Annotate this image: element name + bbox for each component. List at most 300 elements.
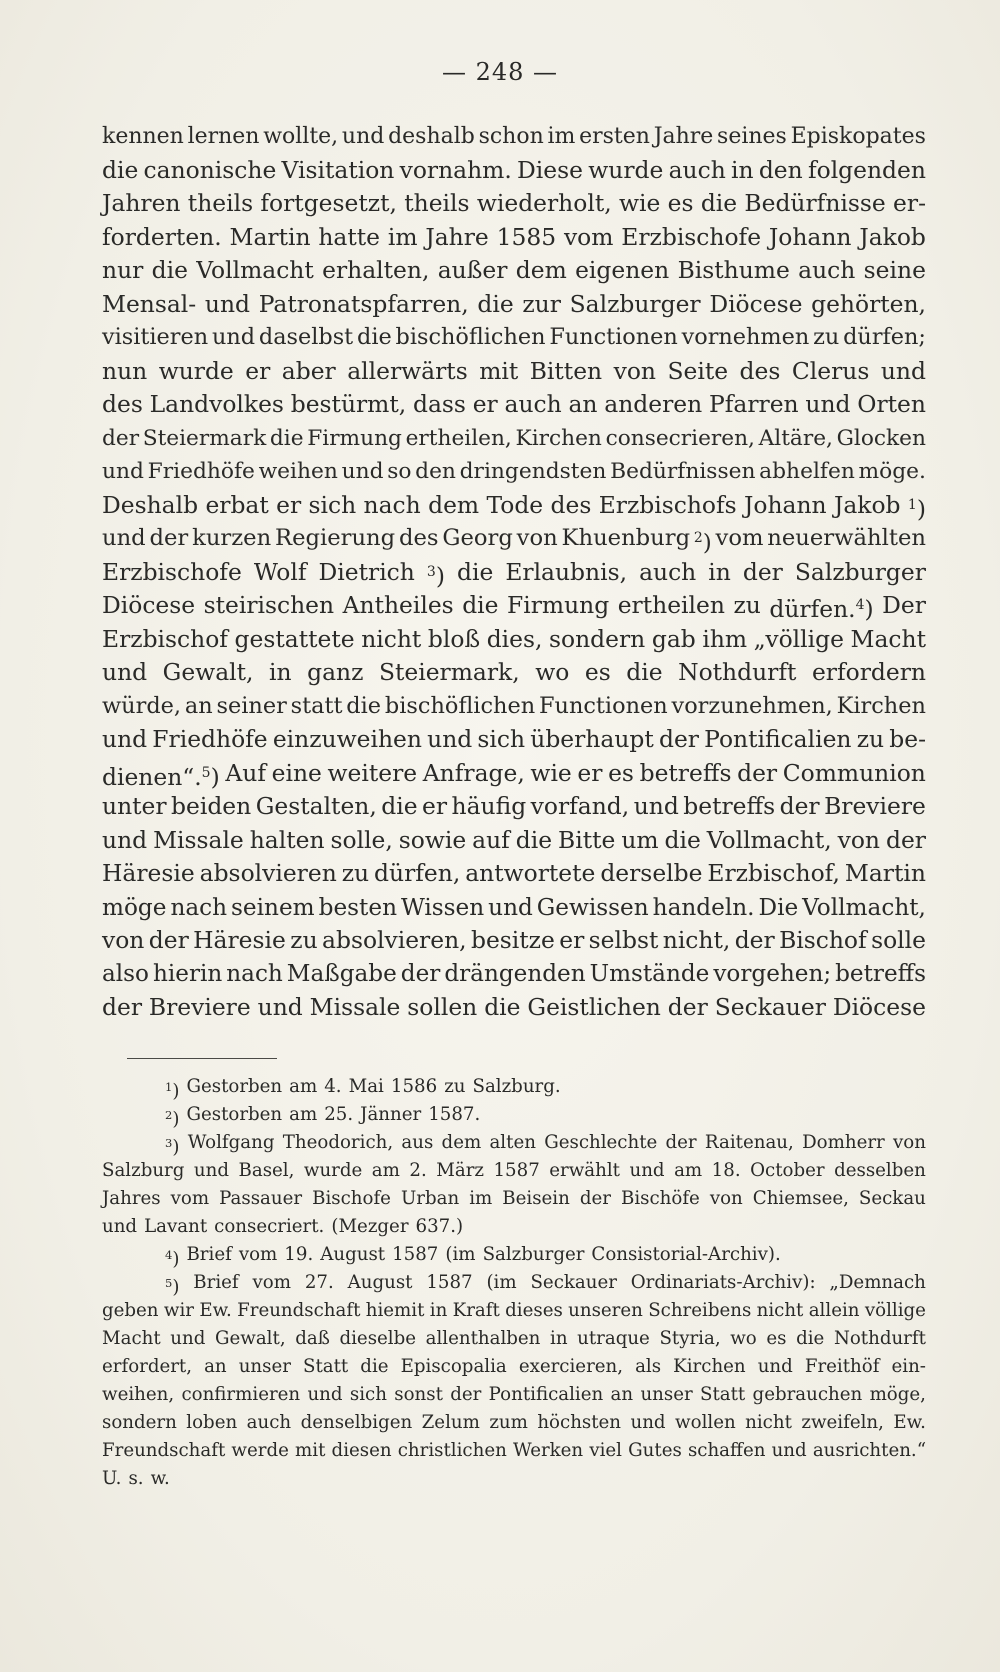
word: so xyxy=(387,459,412,484)
word: in xyxy=(708,557,731,586)
word: Raitenau, xyxy=(704,1132,794,1153)
word: Johann xyxy=(744,490,827,519)
word: die xyxy=(664,825,701,854)
word: auch xyxy=(504,390,562,418)
word: unser xyxy=(640,1384,693,1405)
word: von xyxy=(893,1132,926,1153)
word: Schreibens xyxy=(648,1300,752,1321)
word: weitere xyxy=(327,758,418,787)
word: gestattete xyxy=(234,624,355,653)
word: visitieren xyxy=(102,324,209,350)
word: bischöflichen xyxy=(395,324,546,350)
word: Freundschaft xyxy=(237,1300,361,1321)
word: gab xyxy=(651,624,696,653)
word: der xyxy=(102,425,140,451)
word: auch xyxy=(668,155,726,184)
word: in xyxy=(269,658,292,686)
word: loben xyxy=(186,1412,238,1433)
word: vorzunehmen, xyxy=(671,692,833,719)
word: und xyxy=(805,390,851,418)
word: er- xyxy=(893,189,926,217)
word: October xyxy=(750,1160,825,1181)
word: die xyxy=(151,256,188,284)
word: Diöcese xyxy=(102,591,196,619)
word: Clerus xyxy=(791,356,870,385)
word: deshalb xyxy=(388,124,475,149)
footnote-line xyxy=(102,1269,926,1297)
word: Seckau xyxy=(858,1188,926,1209)
word: hatte xyxy=(318,222,381,251)
word: Wissen xyxy=(400,893,485,921)
word: dem xyxy=(441,1132,482,1153)
word: 1587 xyxy=(426,1272,473,1293)
word: kennen xyxy=(102,124,184,149)
word: Erzbischofs xyxy=(598,490,737,519)
word: hiemit xyxy=(365,1300,425,1321)
word: Macht xyxy=(850,624,926,653)
word: und xyxy=(102,1216,138,1237)
word: lernen xyxy=(187,124,260,149)
word: Bedürfnissen xyxy=(610,459,756,484)
text-line xyxy=(102,455,926,489)
word: und xyxy=(629,1160,665,1181)
word: des xyxy=(550,490,592,519)
word: canonische xyxy=(143,155,277,184)
word: drängenden xyxy=(444,960,586,987)
word: Kirchen xyxy=(836,692,926,719)
word: Auf xyxy=(225,758,266,787)
text-line xyxy=(102,723,926,757)
main-text xyxy=(102,120,926,1025)
footnote-line xyxy=(102,1101,926,1129)
word: der xyxy=(148,926,189,954)
footnote-line xyxy=(102,1073,926,1101)
word: zu xyxy=(290,926,318,954)
text-line xyxy=(102,891,926,925)
word: Jakob xyxy=(859,222,926,251)
word: und xyxy=(427,725,473,753)
word: absolvieren, xyxy=(322,926,467,954)
word: Erzbischofe xyxy=(102,557,242,586)
word: die xyxy=(700,189,738,217)
word: sich xyxy=(308,490,357,519)
word: 637.) xyxy=(415,1216,464,1237)
word: der xyxy=(734,926,775,954)
word: Vollmacht, xyxy=(706,825,832,854)
word: und xyxy=(633,792,679,820)
word: schon xyxy=(478,124,544,149)
word: würde, xyxy=(102,692,182,719)
word: den xyxy=(758,155,803,184)
word: betreffs xyxy=(835,960,926,987)
word: Georg xyxy=(442,525,513,551)
word: 27. xyxy=(304,1272,334,1293)
word: kurzen xyxy=(192,525,272,551)
word: bestürmt, xyxy=(290,390,407,418)
word: allerwärts xyxy=(347,356,468,385)
word: „Demnach xyxy=(829,1272,926,1293)
word: Communion xyxy=(782,758,926,787)
word: er xyxy=(245,356,271,385)
word: consecriert. xyxy=(214,1216,325,1237)
word: Basel, xyxy=(238,1160,295,1181)
word: die xyxy=(796,1328,825,1349)
word: desselben xyxy=(834,1160,926,1181)
word: vornehmen xyxy=(681,324,810,350)
text-line xyxy=(102,924,926,958)
word: Seite xyxy=(667,356,729,385)
word: Salzburger xyxy=(569,289,701,318)
word: Domherr xyxy=(802,1132,885,1153)
footnote-line xyxy=(102,1157,926,1185)
word: beiden xyxy=(171,792,252,820)
word: be- xyxy=(889,725,926,753)
word: ganz xyxy=(307,658,364,686)
text-line xyxy=(102,355,926,389)
word: erfordern xyxy=(811,658,926,686)
word: dass xyxy=(412,390,466,418)
word: vom xyxy=(238,1244,278,1265)
word: und xyxy=(341,459,384,484)
word: Chiemsee, xyxy=(752,1188,849,1209)
word: Regierung xyxy=(275,525,396,551)
word: Mai xyxy=(348,1076,384,1097)
word: und xyxy=(757,1356,793,1377)
word: $^4$) xyxy=(165,1248,180,1270)
word: steirischen xyxy=(203,591,335,619)
footnote-marker: 4 xyxy=(855,597,865,613)
word: Deshalb xyxy=(102,490,199,519)
footnote-line xyxy=(102,1381,926,1409)
word: (im xyxy=(486,1272,517,1293)
word: bloß xyxy=(427,624,481,653)
word: allein xyxy=(808,1300,860,1321)
word: er xyxy=(472,390,498,418)
word: (Mezger xyxy=(331,1216,409,1237)
word: wie xyxy=(618,189,661,217)
word: 1585 xyxy=(496,222,557,251)
word: confirmieren xyxy=(181,1384,301,1405)
word: dienen“.$^5$) xyxy=(102,762,220,791)
word: der xyxy=(779,792,820,820)
word: Häresie xyxy=(102,859,195,887)
word: Statt xyxy=(699,1384,746,1405)
word: nun xyxy=(102,356,148,385)
word: die xyxy=(456,557,494,586)
word: Mensal- xyxy=(102,289,197,318)
word: wir xyxy=(163,1300,194,1321)
word: Der xyxy=(882,591,926,619)
word: Bitte xyxy=(558,825,616,854)
word: Salzburger xyxy=(482,1244,585,1265)
footnote-marker: 3 xyxy=(426,563,436,580)
word: Orten xyxy=(857,390,926,418)
word: solle, xyxy=(330,825,393,854)
word: Lavant xyxy=(144,1216,208,1237)
word: zu xyxy=(733,591,761,619)
word: die xyxy=(477,289,514,318)
word: ausrichten.“ xyxy=(812,1440,926,1461)
word: und xyxy=(771,1440,807,1461)
word: dringendsten xyxy=(459,459,607,484)
word: Erlaubnis, xyxy=(505,557,628,586)
word: und xyxy=(211,324,256,350)
word: absolvieren xyxy=(199,859,337,887)
word: Die xyxy=(758,893,799,921)
word: Diöcese xyxy=(832,993,926,1021)
word: 19. xyxy=(284,1244,314,1265)
word: Pfarren xyxy=(708,390,799,418)
word: von xyxy=(837,825,881,854)
word: der xyxy=(667,993,708,1021)
word: consecrieren, xyxy=(605,425,755,451)
word: Episcopalia xyxy=(400,1356,507,1377)
word: utraque xyxy=(577,1328,650,1349)
word: zur xyxy=(522,289,561,318)
text-line xyxy=(102,556,926,590)
word: Antheiles xyxy=(342,591,454,619)
word: hierin xyxy=(152,960,223,987)
word: (im xyxy=(445,1244,476,1265)
word: nach xyxy=(226,960,283,987)
word: Jahren xyxy=(102,189,181,217)
word: einzuweihen xyxy=(272,725,422,753)
text-line xyxy=(102,690,926,724)
word: Anfrage, xyxy=(422,758,525,787)
word: ertheilen xyxy=(617,591,725,619)
text-line xyxy=(102,422,926,456)
word: Brief xyxy=(193,1272,239,1293)
word: geben xyxy=(102,1300,159,1321)
word: Macht xyxy=(102,1328,161,1349)
word: schaffen xyxy=(687,1440,766,1461)
word: nach xyxy=(170,893,228,921)
word: die xyxy=(269,425,304,451)
word: eine xyxy=(271,758,322,787)
word: Missale xyxy=(153,825,244,854)
word: häufig xyxy=(451,792,527,820)
word: Visitation xyxy=(281,155,395,184)
word: der xyxy=(737,758,778,787)
word: wurde xyxy=(303,1160,363,1181)
word: Landvolkes xyxy=(149,390,284,418)
word: Altäre, xyxy=(758,425,833,451)
word: s. xyxy=(128,1468,144,1489)
word: von xyxy=(102,926,145,954)
word: es xyxy=(766,1328,787,1349)
word: auf xyxy=(472,825,510,854)
word: der xyxy=(149,525,189,551)
word: exercieren, xyxy=(518,1356,624,1377)
word: er xyxy=(276,490,302,519)
word: unser xyxy=(238,1356,291,1377)
word: möge, xyxy=(869,1384,926,1405)
word: und xyxy=(102,658,148,686)
word: solle xyxy=(871,926,926,954)
word: Gewalt, xyxy=(214,1328,286,1349)
word: im xyxy=(387,222,418,251)
word: dürfen, xyxy=(374,859,461,887)
word: und xyxy=(341,124,385,149)
word: die xyxy=(626,658,663,686)
word: $^3$) xyxy=(165,1136,180,1158)
word: Martin xyxy=(844,859,926,887)
word: die xyxy=(484,993,521,1021)
word: sich xyxy=(349,1384,387,1405)
word: 1586 xyxy=(390,1076,438,1097)
word: Ew. xyxy=(893,1412,926,1433)
word: Nothdurft xyxy=(833,1328,926,1349)
word: betreffs xyxy=(683,792,776,820)
word: Seckauer xyxy=(530,1272,617,1293)
word: Gewissen xyxy=(536,893,649,921)
word: es xyxy=(608,758,634,787)
word: diesen xyxy=(331,1440,392,1461)
word: und xyxy=(257,993,303,1021)
word: bischöflichen xyxy=(384,692,536,719)
word: seine xyxy=(863,256,926,284)
word: Gestalten, xyxy=(255,792,377,820)
word: in xyxy=(731,155,754,184)
word: er xyxy=(577,758,603,787)
word: Jahre xyxy=(653,124,714,149)
word: und xyxy=(102,459,144,484)
word: am xyxy=(371,1160,400,1181)
word: neuerwählten xyxy=(767,525,926,551)
text-line xyxy=(102,288,926,322)
word: auch xyxy=(639,557,697,586)
footnote-marker: 1 xyxy=(907,496,917,513)
word: Zelum xyxy=(421,1412,480,1433)
word: den xyxy=(415,459,456,484)
word: Vollmacht, xyxy=(802,893,926,921)
word: Diöcese xyxy=(709,289,803,318)
word: überhaupt xyxy=(530,725,654,753)
word: wiederholt, xyxy=(476,189,612,217)
word: und xyxy=(102,525,146,551)
word: folgenden xyxy=(807,155,926,184)
word: und xyxy=(204,289,250,318)
word: Bischof xyxy=(779,926,867,954)
word: erhalten, xyxy=(322,256,430,284)
word: nur xyxy=(102,256,144,284)
word: Geschlechte xyxy=(544,1132,658,1153)
word: Friedhöfe xyxy=(147,459,255,484)
word: nicht xyxy=(361,624,422,653)
word: denselbigen xyxy=(300,1412,413,1433)
word: und xyxy=(630,1412,666,1433)
word: eigenen xyxy=(575,256,670,284)
word: zu xyxy=(444,1076,466,1097)
word: also xyxy=(102,960,149,987)
text-line xyxy=(102,958,926,992)
word: besten xyxy=(318,893,397,921)
word: vom xyxy=(170,1188,210,1209)
word: die xyxy=(462,591,499,619)
word: an xyxy=(204,1356,227,1377)
word: und xyxy=(170,1328,206,1349)
word: Kirchen xyxy=(515,425,602,451)
word: dieses xyxy=(505,1300,563,1321)
word: Seckauer xyxy=(714,993,826,1021)
word: und xyxy=(102,725,148,753)
word: antwortete xyxy=(465,859,596,887)
word: Firmung xyxy=(507,591,610,619)
word: 1587 xyxy=(392,1244,439,1265)
word: dies, xyxy=(486,624,543,653)
word: Friedhöfe xyxy=(152,725,268,753)
word: wurde xyxy=(158,356,234,385)
word: 18. xyxy=(711,1160,741,1181)
footnote-marker: 2 xyxy=(693,530,703,546)
word: der xyxy=(450,1384,482,1405)
word: am xyxy=(289,1076,318,1097)
word: von xyxy=(516,525,558,551)
word: dieselbe xyxy=(339,1328,417,1349)
word: Ew. xyxy=(199,1300,232,1321)
word: Gewalt, xyxy=(162,658,254,686)
word: 2. xyxy=(409,1160,427,1181)
text-line xyxy=(102,522,926,556)
word: vornahm. xyxy=(399,155,512,184)
word: August xyxy=(347,1272,413,1293)
footnote-line xyxy=(102,1297,926,1325)
text-line xyxy=(102,623,926,657)
word: Jahres xyxy=(102,1188,161,1209)
word: Dietrich xyxy=(318,557,415,586)
word: theils xyxy=(187,189,254,217)
word: Jakob xyxy=(833,490,901,519)
word: gehörten, xyxy=(811,289,926,318)
word: mit xyxy=(479,356,519,385)
word: Maßgabe xyxy=(286,960,397,987)
word: aus xyxy=(401,1132,434,1153)
word: Martin xyxy=(229,222,311,251)
word: März xyxy=(436,1160,484,1181)
page-number: — 248 — xyxy=(441,58,559,86)
word: sollen xyxy=(407,993,478,1021)
footnote-line xyxy=(102,1409,926,1437)
word: am xyxy=(674,1160,703,1181)
word: und xyxy=(193,1160,229,1181)
word: der xyxy=(102,993,142,1021)
text-line xyxy=(102,824,926,858)
text-line xyxy=(102,857,926,891)
footnote-line xyxy=(102,1353,926,1381)
word: sich xyxy=(477,725,526,753)
footnote-marker: 4 xyxy=(165,1248,173,1262)
word: werde xyxy=(231,1440,289,1461)
word: am xyxy=(289,1104,318,1125)
word: Kraft xyxy=(452,1300,500,1321)
word: Bischofe xyxy=(312,1188,391,1209)
text-line xyxy=(102,120,926,154)
word: Werken xyxy=(512,1440,584,1461)
word: betreffs xyxy=(639,758,732,787)
footnote-line xyxy=(102,1465,926,1493)
word: Freithöf xyxy=(804,1356,880,1377)
word: gebrauchen xyxy=(752,1384,863,1405)
word: Bischöfe xyxy=(620,1188,700,1209)
text-line xyxy=(102,656,926,690)
word: wie xyxy=(530,758,572,787)
word: vom xyxy=(715,525,764,551)
word: der xyxy=(665,1132,697,1153)
text-line xyxy=(102,321,926,355)
footnote-line xyxy=(102,1129,926,1157)
word: vom xyxy=(252,1272,291,1293)
word: um xyxy=(621,825,659,854)
